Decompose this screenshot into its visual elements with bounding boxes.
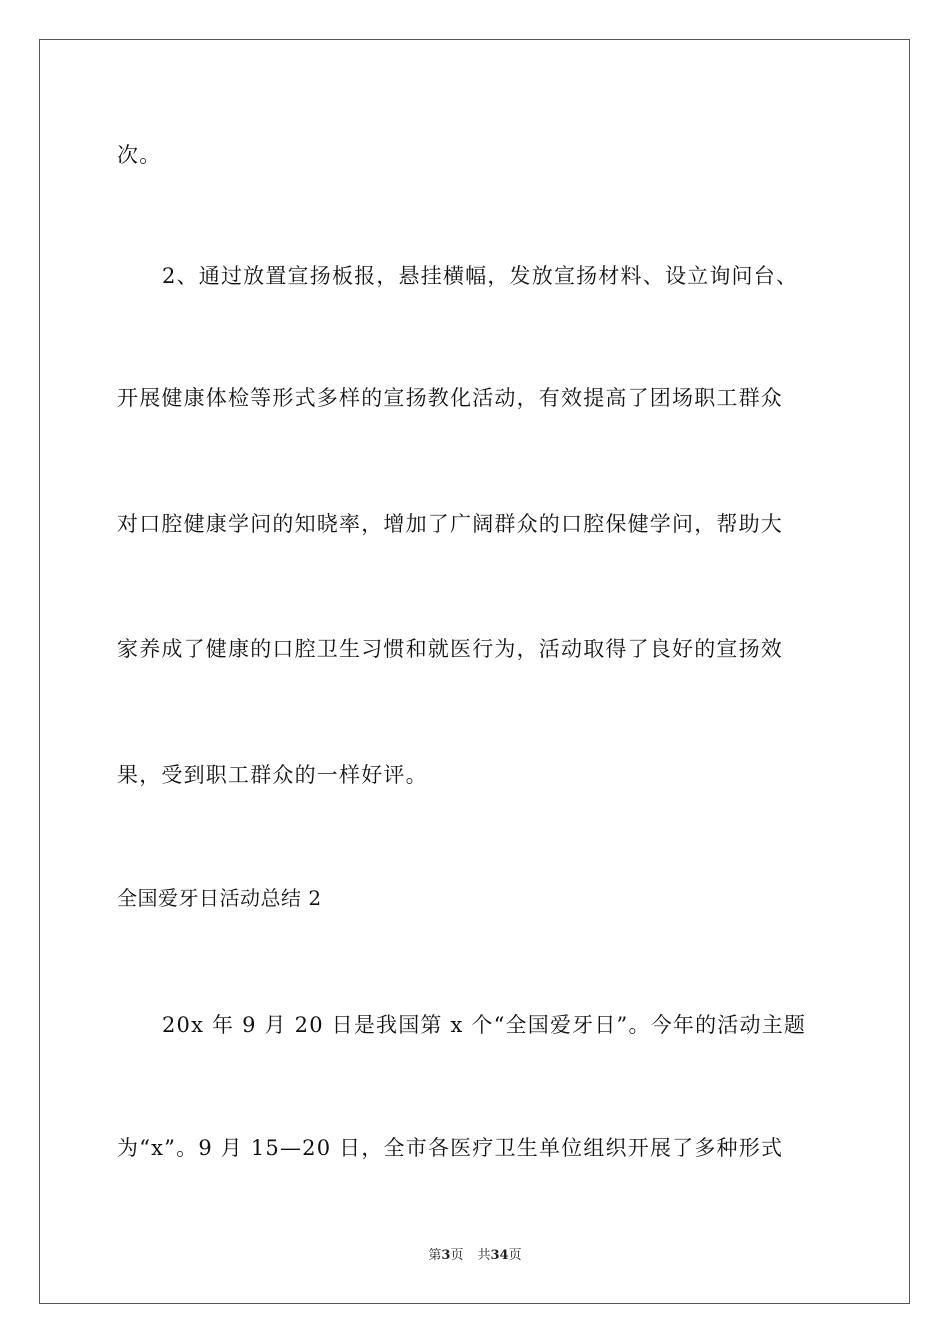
total-pages: 34 bbox=[490, 1248, 509, 1263]
text-line-6: 果，受到职工群众的一样好评。 bbox=[117, 763, 428, 787]
text-line-7: 20x 年 9 月 20 日是我国第 x 个“全国爱牙日”。今年的活动主题 bbox=[162, 1013, 807, 1037]
total-suffix: 页 bbox=[508, 1248, 522, 1263]
text-line-4: 对口腔健康学问的知晓率，增加了广阔群众的口腔保健学问，帮助大 bbox=[117, 512, 783, 536]
text-line-3: 开展健康体检等形式多样的宣扬教化活动，有效提高了团场职工群众 bbox=[117, 386, 783, 410]
total-prefix: 共 bbox=[477, 1248, 491, 1263]
text-line-5: 家养成了健康的口腔卫生习惯和就医行为，活动取得了良好的宣扬效 bbox=[117, 637, 783, 661]
text-line-2: 2、通过放置宣扬板报，悬挂横幅，发放宣扬材料、设立询问台、 bbox=[162, 264, 799, 288]
text-line-1: 次。 bbox=[117, 143, 162, 167]
page-prefix: 第 bbox=[428, 1248, 442, 1263]
page-suffix: 页 bbox=[450, 1248, 464, 1263]
page-number: 3 bbox=[441, 1248, 451, 1263]
page-border bbox=[39, 39, 910, 1304]
page-footer bbox=[0, 1247, 950, 1265]
text-line-8: 为“x”。9 月 15—20 日，全市各医疗卫生单位组织开展了多种形式 bbox=[117, 1136, 784, 1160]
section-heading: 全国爱牙日活动总结 2 bbox=[117, 886, 322, 910]
